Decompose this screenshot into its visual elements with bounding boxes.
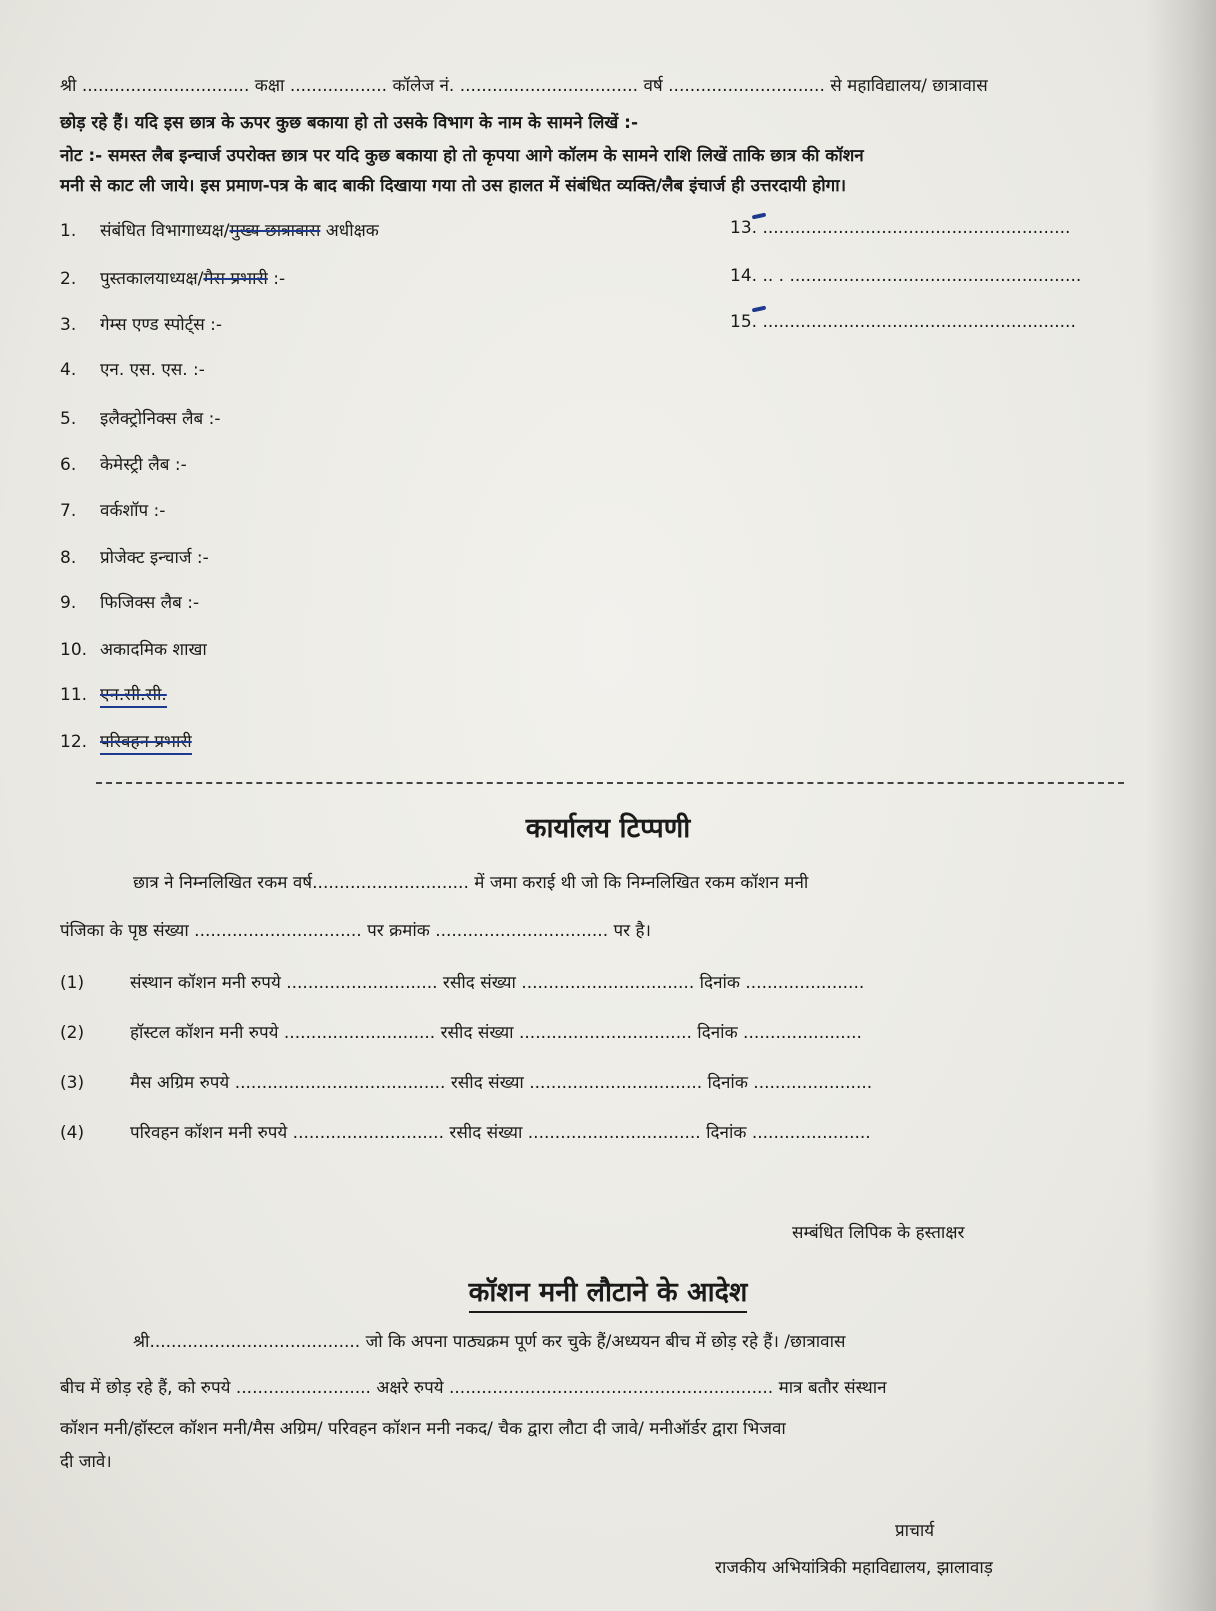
header-line-2: छोड़ रहे हैं। यदि इस छात्र के ऊपर कुछ बकाया हो तो उसके विभाग के नाम के सामने लिखें :-	[60, 113, 639, 133]
refund-title-text: कॉशन मनी लौटाने के आदेश	[469, 1277, 748, 1313]
office-item-number: (2)	[60, 1023, 85, 1043]
department-number: 3.	[60, 315, 77, 335]
office-item-text: हॉस्टल कॉशन मनी रुपये ............................ रसीद संख्या ................................ दिनांक ......................	[130, 1023, 862, 1043]
office-para-2: पंजिका के पृष्ठ संख्या ............................... पर क्रमांक ................................ पर है।	[60, 921, 651, 941]
department-row	[60, 406, 221, 429]
department-label: फिजिक्स लैब :-	[100, 593, 200, 613]
department-row	[60, 545, 209, 568]
department-number: 7.	[60, 501, 77, 521]
office-item-text: मैस अग्रिम रुपये ....................................... रसीद संख्या ................................ दिनांक ......................	[130, 1073, 873, 1093]
department-number: 8.	[60, 548, 77, 568]
office-para-1: छात्र ने निम्नलिखित रकम वर्ष............................. में जमा कराई थी जो कि निम्नलिखित रकम कॉशन मनी	[133, 873, 809, 893]
department-number: 12.	[60, 732, 88, 752]
department-label: इलैक्ट्रोनिक्स लैब :-	[100, 409, 221, 429]
department-row	[60, 312, 222, 335]
department-number: 11.	[60, 685, 88, 705]
row-13: 13. .........................................................	[730, 218, 1071, 238]
department-number: 2.	[60, 269, 77, 289]
department-label: संबंधित विभागाध्यक्ष/	[100, 221, 230, 241]
department-struck-text: मुख्य छात्रावास	[229, 221, 321, 241]
office-title: कार्यालय टिप्पणी	[525, 813, 691, 844]
note-line-2: मनी से काट ली जाये। इस प्रमाण-पत्र के बाद बाकी दिखाया गया तो उस हालत में संबंधित व्यक्ति/लैब इंचार्ज ही उत्तरदायी होगा।	[60, 176, 847, 196]
department-struck-text: मैस प्रभारी	[203, 269, 268, 289]
row-15: 15. ..........................................................	[730, 312, 1076, 332]
department-row	[60, 682, 167, 705]
office-item-text: संस्थान कॉशन मनी रुपये ............................ रसीद संख्या ................................ दिनांक ......................	[130, 973, 865, 993]
department-label: प्रोजेक्ट इन्चार्ज :-	[100, 548, 209, 568]
refund-line-1: श्री....................................... जो कि अपना पाठ्यक्रम पूर्ण कर चुके हैं/अध्ययन बीच में छोड़ रहे हैं। /छात्रावास	[133, 1332, 846, 1352]
department-label: अकादमिक शाखा	[100, 640, 207, 660]
department-row	[60, 452, 187, 475]
office-item-text: परिवहन कॉशन मनी रुपये ............................ रसीद संख्या ................................ दिनांक ......................	[130, 1123, 871, 1143]
department-row	[60, 637, 207, 660]
refund-line-2: बीच में छोड़ रहे हैं, को रुपये ......................... अक्षरे रुपये ............................................................ मात्र बतौर संस्थान	[60, 1378, 887, 1398]
department-label: वर्कशॉप :-	[100, 501, 166, 521]
separator-line	[96, 782, 1124, 784]
clerk-signature: सम्बंधित लिपिक के हस्ताक्षर	[792, 1223, 965, 1243]
office-item-number: (4)	[60, 1123, 85, 1143]
department-label: एन. एस. एस. :-	[100, 360, 205, 380]
department-label: गेम्स एण्ड स्पोर्ट्स :-	[100, 315, 222, 335]
department-label: केमेस्ट्री लैब :-	[100, 455, 187, 475]
department-label: पुस्तकालयाध्यक्ष/	[100, 269, 204, 289]
department-number: 5.	[60, 409, 77, 429]
principal-label: प्राचार्य	[895, 1521, 935, 1541]
college-name: राजकीय अभियांत्रिकी महाविद्यालय, झालावाड़	[715, 1558, 993, 1578]
row-14: 14. .. . ......................................................	[730, 266, 1082, 286]
department-number: 1.	[60, 221, 77, 241]
refund-line-4: दी जावे।	[60, 1452, 112, 1472]
header-line-1: श्री ............................... कक्षा .................. कॉलेज नं. ................................. वर्ष ............................. से महाविद्यालय/ छात्रावास	[60, 76, 988, 96]
department-row	[60, 729, 192, 752]
department-row	[60, 498, 165, 521]
department-number: 4.	[60, 360, 77, 380]
department-row	[60, 357, 205, 380]
refund-line-3: कॉशन मनी/हॉस्टल कॉशन मनी/मैस अग्रिम/ परिवहन कॉशन मनी नकद/ चैक द्वारा लौटा दी जावे/ मनीऑर्डर द्वारा भिजवा	[60, 1419, 786, 1439]
department-row	[60, 218, 379, 241]
office-item-row	[60, 1070, 872, 1093]
office-item-row	[60, 970, 864, 993]
department-row	[60, 266, 285, 289]
office-item-number: (1)	[60, 973, 85, 993]
department-label-suffix: :-	[267, 269, 286, 289]
department-label-suffix: अधीक्षक	[320, 221, 379, 241]
department-struck-text: परिवहन प्रभारी	[100, 732, 192, 755]
scan-shadow	[1146, 0, 1216, 1611]
office-item-number: (3)	[60, 1073, 85, 1093]
office-item-row	[60, 1120, 871, 1143]
note-line-1: नोट :- समस्त लैब इन्चार्ज उपरोक्त छात्र पर यदि कुछ बकाया हो तो कृपया आगे कॉलम के सामने राशि लिखें ताकि छात्र की कॉशन	[60, 146, 864, 166]
refund-title	[0, 1272, 1216, 1309]
department-number: 10.	[60, 640, 88, 660]
department-row	[60, 590, 199, 613]
office-item-row	[60, 1020, 862, 1043]
department-struck-text: एन.सी.सी.	[100, 685, 167, 708]
department-number: 6.	[60, 455, 77, 475]
department-number: 9.	[60, 593, 77, 613]
